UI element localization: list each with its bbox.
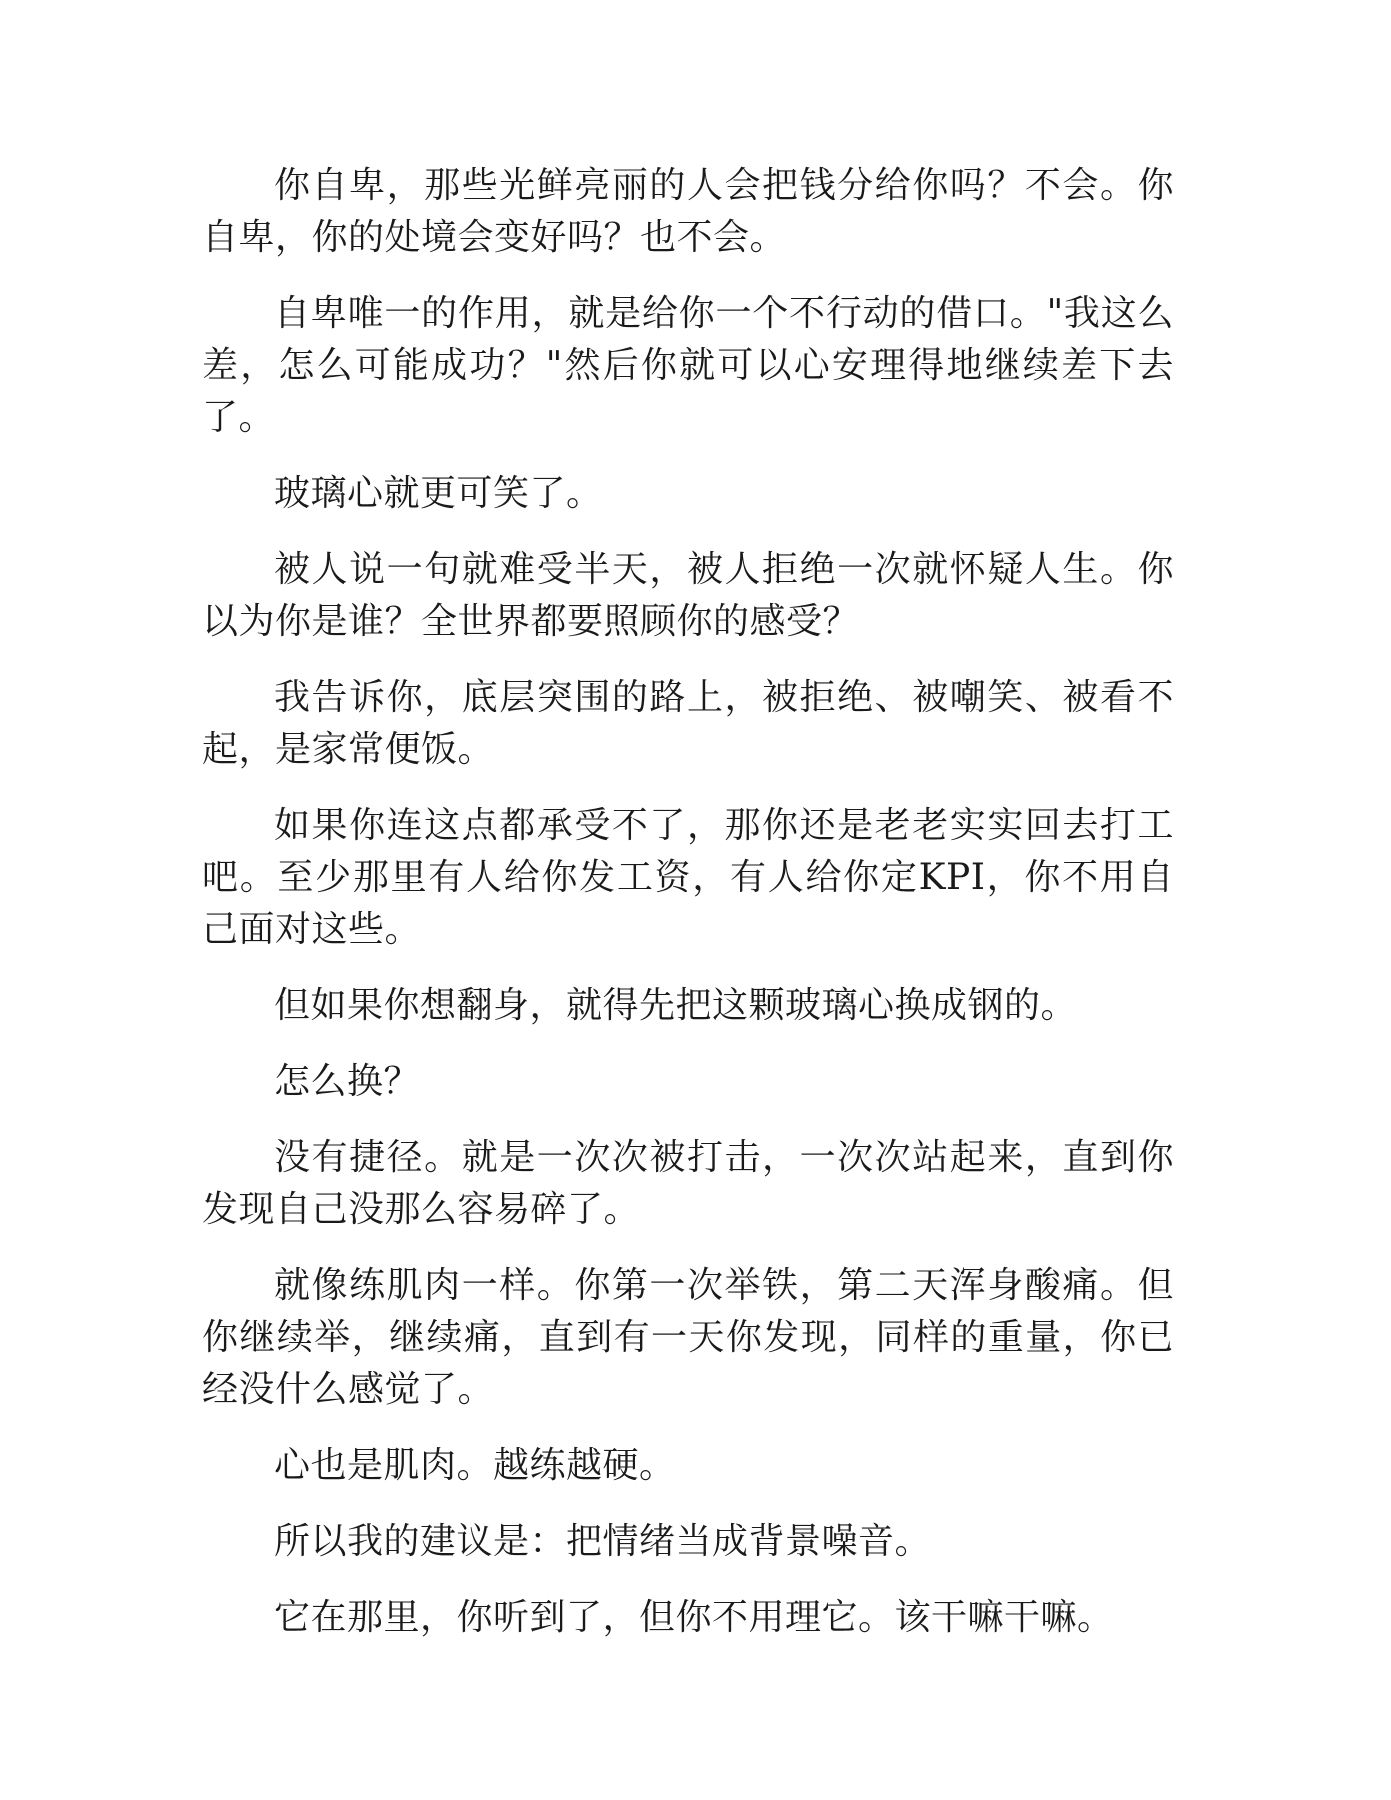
paragraph-11: 心也是肌肉。越练越硬。 bbox=[274, 1445, 676, 1486]
paragraph-9: 没有捷径。就是一次次被打击，一次次站起来，直到你发现自己没那么容易碎了。 bbox=[202, 1137, 1174, 1230]
document-body bbox=[202, 160, 1174, 1668]
paragraph-1: 你自卑，那些光鲜亮丽的人会把钱分给你吗？不会。你自卑，你的处境会变好吗？也不会。 bbox=[202, 165, 1174, 258]
paragraph-5: 我告诉你，底层突围的路上，被拒绝、被嘲笑、被看不起，是家常便饭。 bbox=[202, 677, 1174, 770]
paragraph-3: 玻璃心就更可笑了。 bbox=[274, 473, 603, 514]
paragraph-2: 自卑唯一的作用，就是给你一个不行动的借口。"我这么差，怎么可能成功？"然后你就可以心安理得地继续差下去了。 bbox=[202, 293, 1174, 438]
paragraph-12: 所以我的建议是：把情绪当成背景噪音。 bbox=[274, 1521, 932, 1562]
paragraph-13: 它在那里，你听到了，但你不用理它。该干嘛干嘛。 bbox=[274, 1597, 1114, 1638]
paragraph-8: 怎么换？ bbox=[274, 1061, 421, 1102]
paragraph-10: 就像练肌肉一样。你第一次举铁，第二天浑身酸痛。但你继续举，继续痛，直到有一天你发现，同样的重量，你已经没什么感觉了。 bbox=[202, 1265, 1174, 1410]
paragraph-4: 被人说一句就难受半天，被人拒绝一次就怀疑人生。你以为你是谁？全世界都要照顾你的感受？ bbox=[202, 549, 1174, 642]
paragraph-7: 但如果你想翻身，就得先把这颗玻璃心换成钢的。 bbox=[274, 985, 1078, 1026]
paragraph-6: 如果你连这点都承受不了，那你还是老老实实回去打工吧。至少那里有人给你发工资，有人给你定KPI，你不用自己面对这些。 bbox=[202, 805, 1174, 950]
